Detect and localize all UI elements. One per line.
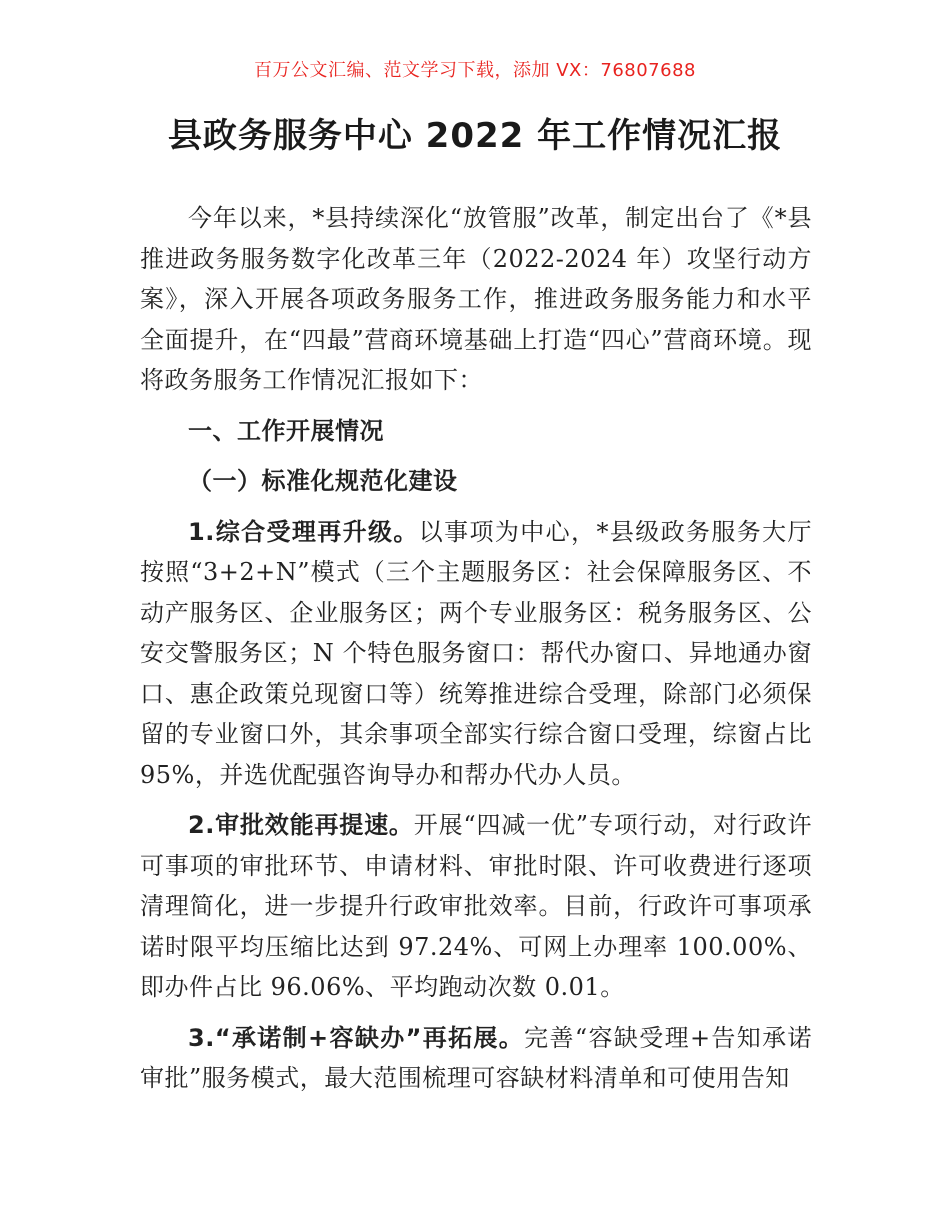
- intro-paragraph: 今年以来，*县持续深化“放管服”改革，制定出台了《*县推进政务服务数字化改革三年（2022-2024 年）攻坚行动方案》，深入开展各项政务服务工作，推进政务服务能力和水平全面提升，在“四最”营商环境基础上打造“四心”营商环境。现将政务服务工作情况汇报如下：: [140, 204, 812, 394]
- item-text-1: 以事项为中心，*县级政务服务大厅按照“3+2+N”模式（三个主题服务区：社会保障服务区、不动产服务区、企业服务区；两个专业服务区：税务服务区、公安交警服务区；N 个特色服务窗口：帮代办窗口、异地通办窗口、惠企政策兑现窗口等）统筹推进综合受理，除部门必须保留的专业窗口外，其余事项全部实行综合窗口受理，综窗占比 95%，并选优配强咨询导办和帮办代办人员。: [140, 517, 812, 789]
- promo-banner: 百万公文汇编、范文学习下载，添加 VX：76807688: [254, 60, 696, 81]
- item-paragraph-3: [140, 1018, 812, 1099]
- item-lead-3: 3.“承诺制+容缺办”再拓展。: [188, 1023, 525, 1052]
- subsection-heading: （一）标准化规范化建设: [188, 466, 458, 495]
- document-title: 县政务服务中心 2022 年工作情况汇报: [167, 116, 783, 156]
- document-body: [140, 198, 812, 1109]
- item-paragraph-2: [140, 805, 812, 1008]
- item-paragraph-1: [140, 512, 812, 796]
- item-lead-2: 2.审批效能再提速。: [188, 811, 414, 839]
- section-heading: 一、工作开展情况: [188, 416, 384, 445]
- item-text-2: 开展“四减一优”专项行动，对行政许可事项的审批环节、申请材料、审批时限、许可收费进行逐项清理简化，进一步提升行政审批效率。目前，行政许可事项承诺时限平均压缩比达到 97.24%、可网上办理率 100.00%、即办件占比 96.06%、平均跑动次数 0.01。: [140, 811, 812, 1001]
- item-lead-1: 1.综合受理再升级。: [188, 517, 419, 546]
- item-text-3: 完善“容缺受理+告知承诺审批”服务模式，最大范围梳理可容缺材料清单和可使用告知: [140, 1023, 812, 1092]
